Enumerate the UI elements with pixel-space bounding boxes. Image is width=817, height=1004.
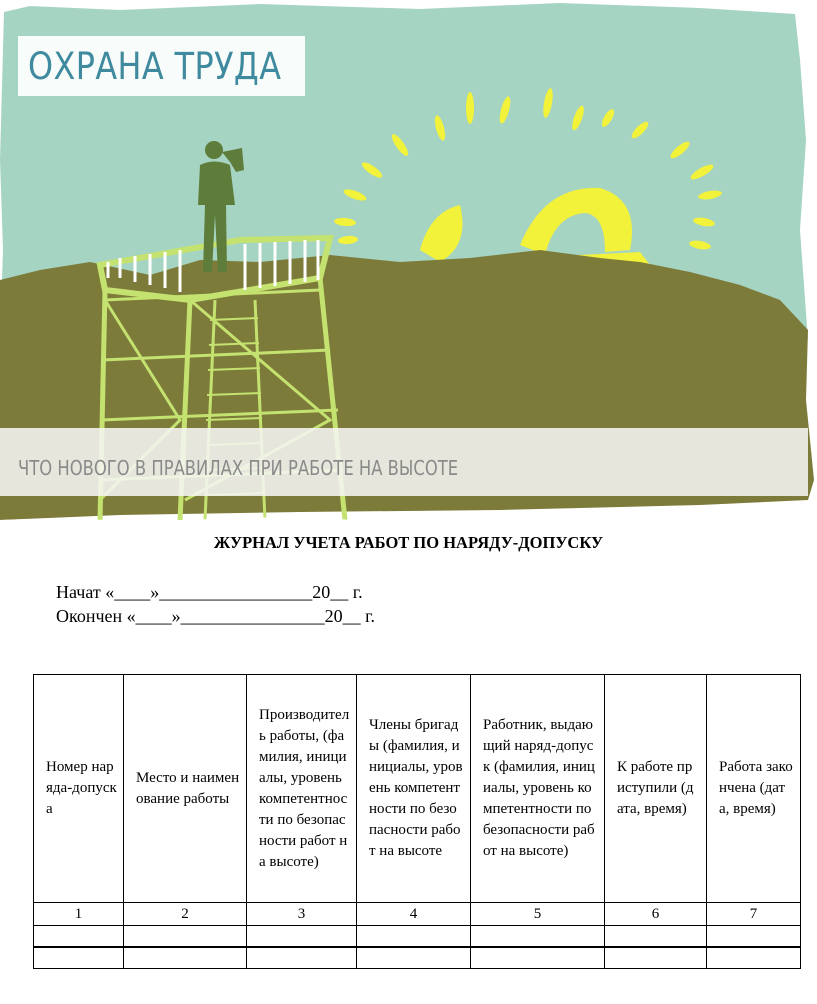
date-block <box>56 580 375 628</box>
header-team-members: Члены бригады (фамилия, инициалы, уровень компетентности по безопасности работ на высоте <box>357 675 471 903</box>
column-number: 5 <box>471 903 605 926</box>
work-log-table <box>33 674 801 969</box>
header-work-location: Место и наименование работы <box>124 675 247 903</box>
table-row <box>34 926 801 948</box>
header-permit-issuer: Работник, выдающий наряд-допуск (фамилия, инициалы, уровень компетентности по безопасности работ на высоте) <box>471 675 605 903</box>
table-cell[interactable] <box>707 926 801 948</box>
column-number-row <box>34 903 801 926</box>
table-cell[interactable] <box>605 926 707 948</box>
brand-title: ОХРАНА ТРУДА <box>28 45 282 88</box>
column-number: 7 <box>707 903 801 926</box>
header-work-finished: Работа закончена (дата, время) <box>707 675 801 903</box>
column-number: 1 <box>34 903 124 926</box>
table-row <box>34 947 801 969</box>
column-number: 6 <box>605 903 707 926</box>
table-cell[interactable] <box>357 926 471 948</box>
column-number: 2 <box>124 903 247 926</box>
header-permit-number: Номер наряда-допуска <box>34 675 124 903</box>
table-cell[interactable] <box>34 926 124 948</box>
document-title: ЖУРНАЛ УЧЕТА РАБОТ ПО НАРЯДУ-ДОПУСКУ <box>213 533 604 552</box>
table-cell[interactable] <box>707 947 801 969</box>
column-number: 4 <box>357 903 471 926</box>
ended-line: Окончен «____»________________20__ г. <box>56 606 375 626</box>
table-cell[interactable] <box>247 947 357 969</box>
table-cell[interactable] <box>605 947 707 969</box>
table-cell[interactable] <box>471 947 605 969</box>
table-header-row <box>34 675 801 903</box>
table-cell[interactable] <box>357 947 471 969</box>
column-number: 3 <box>247 903 357 926</box>
header-work-started: К работе приступили (дата, время) <box>605 675 707 903</box>
header-work-supervisor: Производитель работы, (фамилия, инициалы, уровень компетентности по безопасности работ на высоте) <box>247 675 357 903</box>
table-cell[interactable] <box>124 926 247 948</box>
banner-subtitle: ЧТО НОВОГО В ПРАВИЛАХ ПРИ РАБОТЕ НА ВЫСОТЕ <box>18 456 459 480</box>
table-cell[interactable] <box>247 926 357 948</box>
started-line: Начат «____»_________________20__ г. <box>56 582 363 602</box>
table-cell[interactable] <box>471 926 605 948</box>
table-cell[interactable] <box>124 947 247 969</box>
table-cell[interactable] <box>34 947 124 969</box>
